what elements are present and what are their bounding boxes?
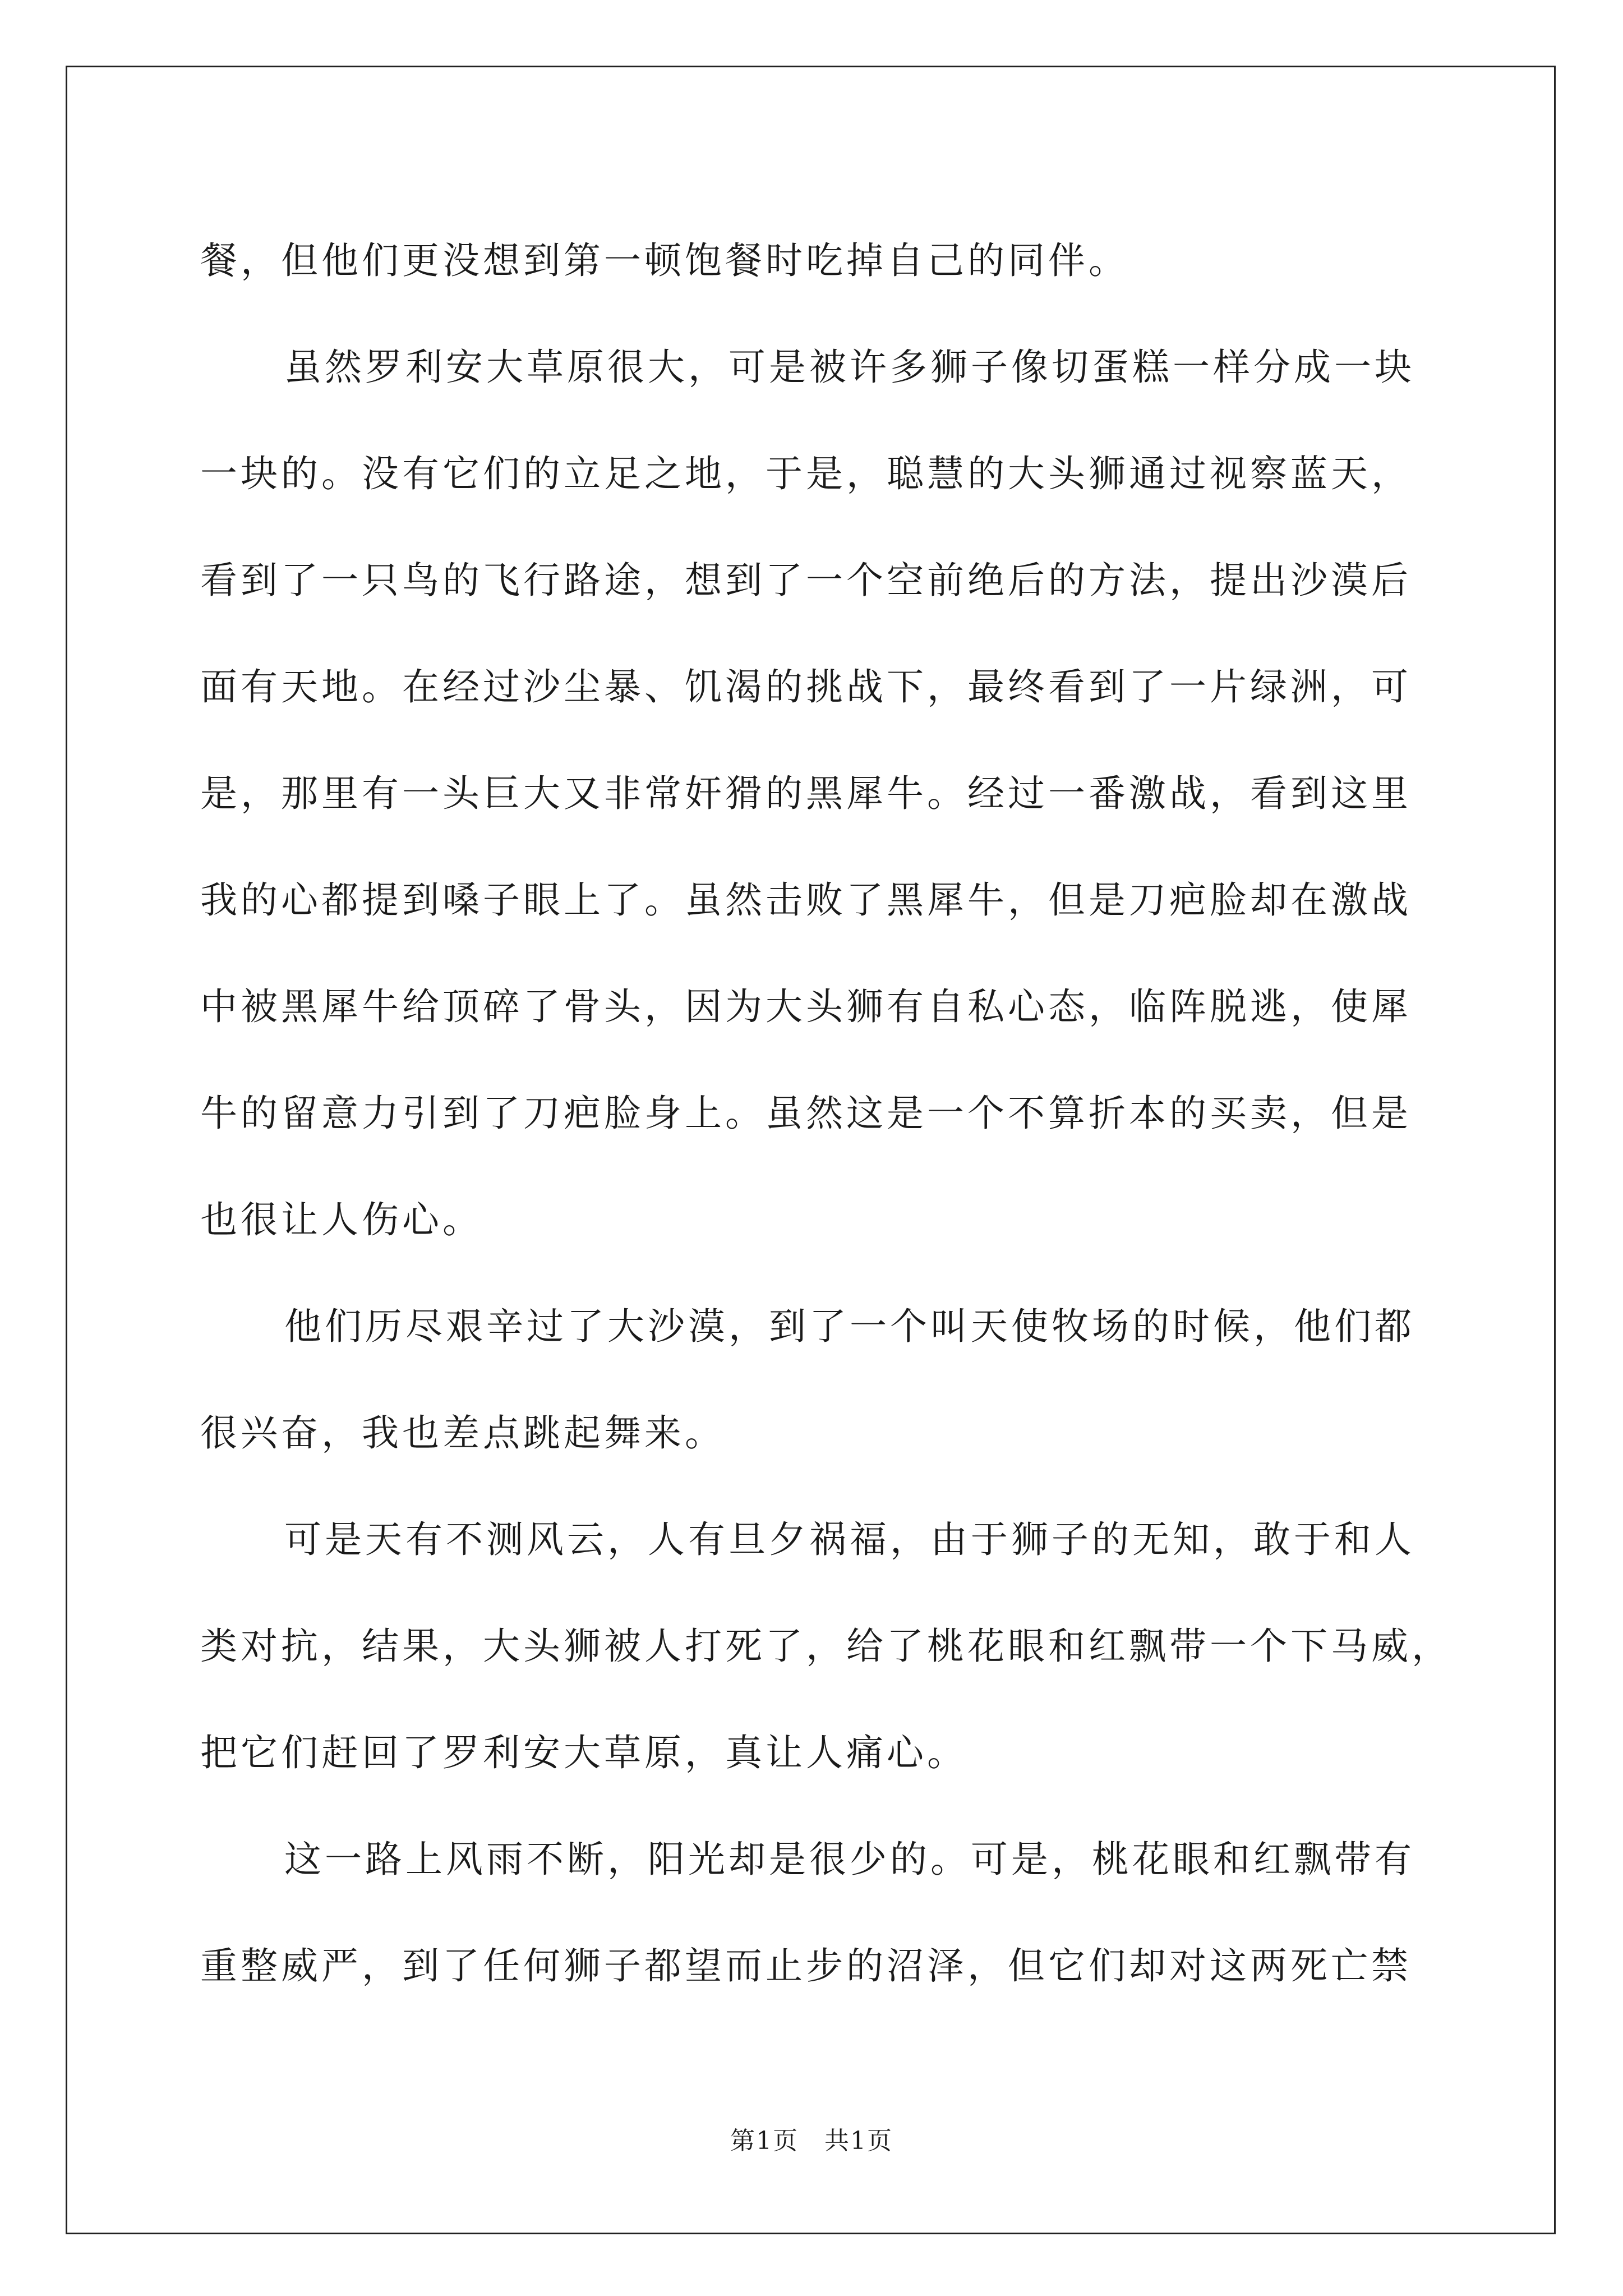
text-line: 牛的留意力引到了刀疤脸身上。虽然这是一个不算折本的买卖，但是 — [200, 1092, 1412, 1135]
text-line: 也很让人伤心。 — [200, 1198, 483, 1241]
text-line: 我的心都提到嗓子眼上了。虽然击败了黑犀牛，但是刀疤脸却在激战 — [200, 878, 1412, 922]
text-line: 中被黑犀牛给顶碎了骨头，因为大头狮有自私心态，临阵脱逃，使犀 — [200, 985, 1412, 1028]
text-line: 可是天有不测风云，人有旦夕祸福，由于狮子的无知，敢于和人 — [284, 1518, 1415, 1561]
text-line: 重整威严，到了任何狮子都望而止步的沼泽，但它们却对这两死亡禁 — [200, 1944, 1412, 1987]
page-footer: 第1页 共1页 — [730, 2127, 893, 2155]
text-line: 把它们赶回了罗利安大草原，真让人痛心。 — [200, 1731, 967, 1774]
text-line: 一块的。没有它们的立足之地，于是，聪慧的大头狮通过视察蓝天， — [200, 452, 1412, 495]
text-line: 很兴奋，我也差点跳起舞来。 — [200, 1411, 725, 1455]
text-line: 面有天地。在经过沙尘暴、饥渴的挑战下，最终看到了一片绿洲，可 — [200, 665, 1412, 708]
document-body — [200, 208, 1452, 2019]
text-line: 是，那里有一头巨大又非常奸猾的黑犀牛。经过一番激战，看到这里 — [200, 772, 1412, 815]
text-line: 虽然罗利安大草原很大，可是被许多狮子像切蛋糕一样分成一块 — [284, 346, 1415, 389]
text-line: 他们历尽艰辛过了大沙漠，到了一个叫天使牧场的时候，他们都 — [284, 1305, 1415, 1348]
text-line: 类对抗，结果，大头狮被人打死了，给了桃花眼和红飘带一个下马威， — [200, 1625, 1452, 1668]
text-line: 这一路上风雨不断，阳光却是很少的。可是，桃花眼和红飘带有 — [284, 1838, 1415, 1881]
text-line: 餐，但他们更没想到第一顿饱餐时吃掉自己的同伴。 — [200, 239, 1129, 282]
text-line: 看到了一只鸟的飞行路途，想到了一个空前绝后的方法，提出沙漠后 — [200, 559, 1412, 602]
